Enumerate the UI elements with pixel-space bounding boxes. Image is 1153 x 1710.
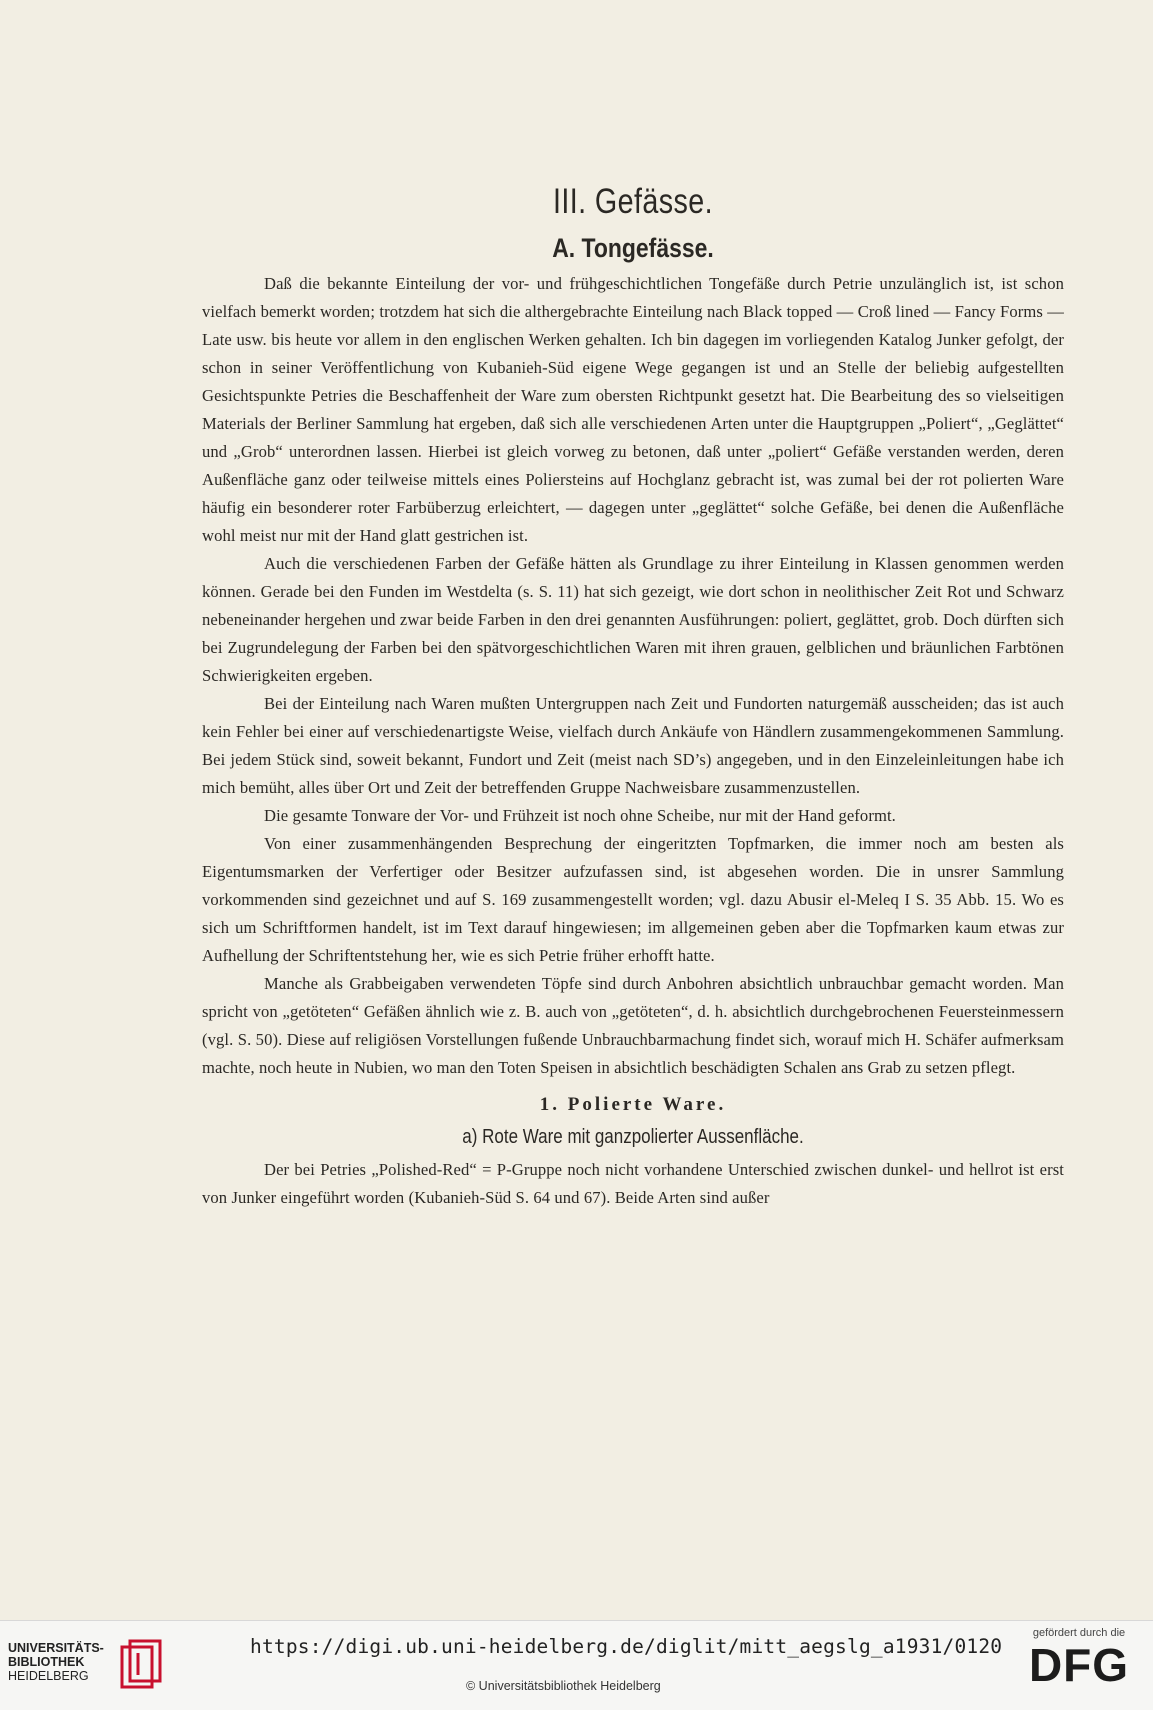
page-title: III. Gefässe.	[552, 182, 714, 221]
paragraph: Bei der Einteilung nach Waren mußten Untergruppen nach Zeit und Fundorten naturgemäß ausscheiden; das ist auch kein Fehler bei einer auf verschiedenartigste Weise, vielfach durch Ankäufe von Händlern zusammengekommenen Sammlung. Bei jedem Stück sind, soweit bekannt, Fundort und Zeit (meist nach SD’s) angegeben, und in den Einzeleinleitungen habe ich mich bemüht, alles über Ort und Zeit der betreffenden Gruppe Nachweisbare zusammenzustellen.	[202, 694, 1064, 797]
paragraph: Die gesamte Tonware der Vor- und Frühzeit ist noch ohne Scheibe, nur mit der Hand geformt.	[264, 806, 896, 825]
library-name-line: HEIDELBERG	[8, 1669, 89, 1683]
copyright-notice: © Universitätsbibliothek Heidelberg	[466, 1679, 661, 1693]
dfg-logo[interactable]	[1015, 1627, 1143, 1703]
library-name-line: BIBLIOTHEK	[8, 1655, 85, 1669]
library-logo[interactable]	[8, 1633, 168, 1699]
permalink-url[interactable]: https://digi.ub.uni-heidelberg.de/diglit/mitt_aegslg_a1931/0120	[250, 1635, 1003, 1658]
viewer-footer	[0, 1620, 1153, 1710]
funding-caption: gefördert durch die	[1032, 1627, 1126, 1639]
paragraph: Auch die verschiedenen Farben der Gefäße hätten als Grundlage zu ihrer Einteilung in Klassen genommen werden können. Gerade bei den Funden im Westdelta (s. S. 11) hat sich gezeigt, wie dort schon in neolithischer Zeit Rot und Schwarz nebeneinander hergehen und zwar beide Farben in den drei genannten Ausführungen: poliert, geglättet, grob. Doch dürften sich bei Zugrundelegung der Farben bei den spätvorgeschichtlichen Waren mit ihren grauen, gelblichen und bräunlichen Farbtönen Schwierigkeiten ergeben.	[202, 554, 1064, 685]
library-name	[8, 1641, 104, 1683]
subsection-title: 1. Polierte Ware.	[539, 1094, 727, 1115]
paragraph: Von einer zusammenhängenden Besprechung der eingeritzten Topfmarken, die immer noch am besten als Eigentumsmarken der Verfertiger oder Besitzer aufzufassen sind, ist abgesehen worden. Die in unsrer Sammlung vorkommenden sind gezeichnet und auf S. 169 zusammengestellt worden; vgl. dazu Abusir el-Meleq I S. 35 Abb. 15. Wo es sich um Schriftformen handelt, ist im Text darauf hingewiesen; im allgemeinen geben aber die Topfmarken kaum etwas zur Aufhellung der Schriftentstehung her, wie es sich Petrie früher erhofft hatte.	[202, 834, 1064, 965]
library-name-line: UNIVERSITÄTS-	[8, 1641, 104, 1655]
dfg-wordmark: DFG	[1028, 1639, 1130, 1691]
library-emblem-icon	[118, 1639, 166, 1693]
paragraph: Manche als Grabbeigaben verwendeten Töpfe sind durch Anbohren absichtlich unbrauchbar gemacht worden. Man spricht von „getöteten“ Gefäßen ähnlich wie z. B. auch von „getöteten“, d. h. absichtlich durchgebrochenen Feuersteinmessern (vgl. S. 50). Diese auf religiösen Vorstellungen fußende Unbrauchbarmachung findet sich, worauf mich H. Schäfer aufmerksam machte, noch heute in Nubien, wo man den Toten Speisen in absichtlich beschädigten Schalen ans Grab zu setzen pflegt.	[202, 974, 1064, 1077]
section-title: A. Tongefässe.	[552, 233, 714, 263]
page-content	[202, 182, 1064, 1212]
paragraph: Daß die bekannte Einteilung der vor- und frühgeschichtlichen Tongefäße durch Petrie unzulänglich ist, ist schon vielfach bemerkt worden; trotzdem hat sich die althergebrachte Einteilung nach Black topped — Croß lined — Fancy Forms — Late usw. bis heute vor allem in den englischen Werken gehalten. Ich bin dagegen im vorliegenden Katalog Junker gefolgt, der schon in seiner Veröffentlichung von Kubanieh-Süd eigene Wege gegangen ist und an Stelle der beliebig aufgestellten Gesichtspunkte Petries die Beschaffenheit der Ware zum obersten Richtpunkt gesetzt hat. Die Bearbeitung des so vielseitigen Materials der Berliner Sammlung hat ergeben, daß sich alle verschiedenen Arten unter die Hauptgruppen „Poliert“, „Geglättet“ und „Grob“ unterordnen lassen. Hierbei ist gleich vorweg zu betonen, daß unter „poliert“ Gefäße verstanden werden, deren Außenfläche ganz oder teilweise mittels eines Poliersteins auf Hochglanz gebracht ist, was zumal bei der rot polierten Ware häufig ein besonderer roter Farbüberzug erleichtert, — dagegen unter „geglättet“ solche Gefäße, bei denen die Außenfläche wohl meist nur mit der Hand glatt gestrichen ist.	[202, 274, 1064, 545]
subsubsection-title: a) Rote Ware mit ganzpolierter Aussenfläche.	[462, 1126, 804, 1148]
paragraph: Der bei Petries „Polished-Red“ = P-Gruppe noch nicht vorhandene Unterschied zwischen dunkel- und hellrot ist erst von Junker eingeführt worden (Kubanieh-Süd S. 64 und 67). Beide Arten sind außer	[202, 1160, 1064, 1207]
